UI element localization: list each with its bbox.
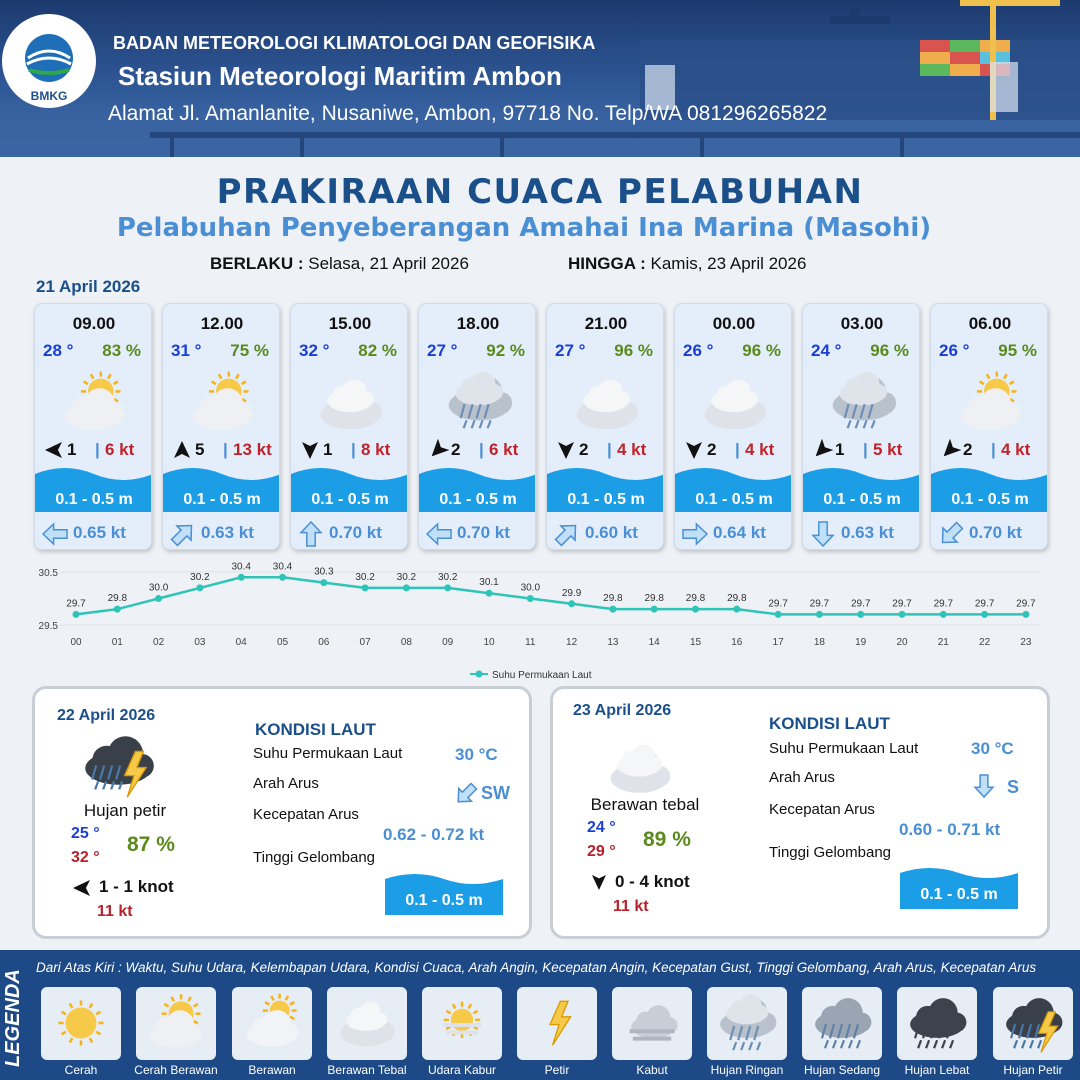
- card-time: 03.00: [840, 314, 884, 333]
- card-humidity: 75 %: [230, 341, 269, 360]
- day2-kec-value: 0.62 - 0.72 kt: [383, 825, 485, 844]
- sst-chart: [0, 558, 1080, 688]
- legend-side-label: LEGENDA: [2, 969, 24, 1067]
- day3-sst-label: Suhu Permukaan Laut: [769, 740, 919, 757]
- sst-data-label: 29.8: [603, 593, 623, 605]
- x-tick-label: 20: [896, 637, 908, 648]
- hujan-sedang-icon: [802, 987, 882, 1060]
- card-wind-speed: 5: [195, 440, 205, 459]
- station-name: Stasiun Meteorologi Maritim Ambon: [118, 61, 562, 91]
- x-tick-label: 13: [607, 637, 619, 648]
- sst-point: [114, 606, 121, 613]
- card-gust: 4 kt: [1001, 440, 1031, 459]
- valid-from-value: Selasa, 21 April 2026: [308, 254, 469, 273]
- sst-point: [444, 584, 451, 591]
- sst-point: [568, 600, 575, 607]
- card-separator: |: [351, 440, 356, 459]
- legend-marker: [476, 671, 483, 678]
- bmkg-logo: [2, 14, 96, 108]
- hujan-petir-icon: [993, 987, 1073, 1060]
- sst-point: [279, 574, 286, 581]
- day3-kec-value: 0.60 - 0.71 kt: [899, 820, 1001, 839]
- forecast-card: [290, 303, 408, 550]
- current-arrow-icon: [169, 520, 197, 550]
- day2-tmin: 25 °: [71, 825, 100, 842]
- port-name: Pelabuhan Penyeberangan Amahai Ina Marina (Masohi): [116, 213, 932, 243]
- day3-date: 23 April 2026: [573, 702, 672, 719]
- valid-from: [210, 254, 469, 274]
- x-tick-label: 23: [1020, 637, 1032, 648]
- sst-data-label: 30.4: [231, 561, 251, 573]
- card-wave-height: 0.1 - 0.5 m: [695, 491, 773, 508]
- card-humidity: 96 %: [614, 341, 653, 360]
- card-time: 21.00: [584, 314, 628, 333]
- day2-kec-label: Kecepatan Arus: [253, 806, 359, 823]
- sst-point: [73, 611, 80, 618]
- sst-data-label: 29.7: [892, 598, 912, 610]
- day2-wave-value: 0.1 - 0.5 m: [405, 892, 483, 909]
- card-current-speed: 0.64 kt: [713, 523, 766, 542]
- day2-gust: 11 kt: [97, 903, 133, 920]
- sst-point: [155, 595, 162, 602]
- day2-panel: [32, 686, 532, 939]
- card-wave-height: 0.1 - 0.5 m: [311, 491, 389, 508]
- legend-description: Dari Atas Kiri : Waktu, Suhu Udara, Kelembapan Udara, Kondisi Cuaca, Arah Angin, Kecepatan Angin, Kecepatan Gust, Tinggi Gelombang, Arah Arus, Kecepatan Arus: [36, 960, 1037, 975]
- day3-kec-label: Kecepatan Arus: [769, 801, 875, 818]
- x-tick-label: 10: [483, 637, 495, 648]
- sst-data-label: 30.2: [437, 571, 458, 583]
- sst-data-label: 29.7: [66, 598, 86, 610]
- x-tick-label: 08: [400, 637, 412, 648]
- card-wave-height: 0.1 - 0.5 m: [567, 491, 645, 508]
- current-arrow-icon: [971, 773, 997, 804]
- legend-item-label: Berawan: [248, 1063, 296, 1077]
- sst-data-label: 29.7: [850, 598, 871, 610]
- legend-item-label: Hujan Lebat: [904, 1063, 970, 1077]
- x-tick-label: 14: [648, 637, 660, 648]
- card-wave-height: 0.1 - 0.5 m: [183, 491, 261, 508]
- card-humidity: 82 %: [358, 341, 397, 360]
- card-temp: 27 °: [555, 341, 586, 360]
- card-gust: 8 kt: [361, 440, 391, 459]
- day2-condition: Hujan petir: [83, 801, 167, 820]
- forecast-card: [802, 303, 920, 550]
- station-address: Alamat Jl. Amanlanite, Nusaniwe, Ambon, 97718 No. Telp/WA 081296265822: [108, 102, 828, 125]
- day2-tinggi-label: Tinggi Gelombang: [253, 849, 376, 866]
- sst-data-label: 29.8: [685, 593, 706, 605]
- sst-data-label: 29.8: [727, 593, 747, 605]
- card-wind-speed: 1: [323, 440, 333, 459]
- card-current-speed: 0.65 kt: [73, 523, 126, 542]
- sst-point: [940, 611, 947, 618]
- card-temp: 28 °: [43, 341, 74, 360]
- legend-item-label: Petir: [544, 1063, 570, 1077]
- sst-point: [857, 611, 864, 618]
- current-arrow-icon: [425, 520, 453, 550]
- current-arrow-icon: [453, 781, 479, 812]
- card-separator: |: [735, 440, 740, 459]
- day1-date: 21 April 2026: [36, 277, 141, 296]
- sst-point: [899, 611, 906, 618]
- x-tick-label: 07: [359, 637, 371, 648]
- card-separator: |: [991, 440, 996, 459]
- sst-point: [486, 590, 493, 597]
- sst-point: [362, 584, 369, 591]
- card-wave-height: 0.1 - 0.5 m: [823, 491, 901, 508]
- berawan-tebal-icon: [605, 735, 675, 798]
- day3-arah-value: S: [1007, 777, 1020, 797]
- valid-from-label: BERLAKU :: [210, 254, 304, 273]
- day3-condition: Berawan tebal: [590, 795, 700, 814]
- day3-wave-value: 0.1 - 0.5 m: [920, 886, 998, 903]
- legend-item-label: Hujan Ringan: [710, 1063, 784, 1077]
- current-arrow-icon: [297, 520, 325, 550]
- card-humidity: 96 %: [870, 341, 909, 360]
- card-humidity: 95 %: [998, 341, 1037, 360]
- day2-sst-label: Suhu Permukaan Laut: [253, 745, 403, 762]
- x-tick-label: 11: [525, 637, 536, 648]
- kabut-icon: [612, 987, 692, 1060]
- card-humidity: 92 %: [486, 341, 525, 360]
- sst-data-label: 30.2: [355, 571, 375, 583]
- berawan-tebal-icon: [315, 369, 387, 438]
- card-current-speed: 0.63 kt: [201, 523, 254, 542]
- sst-point: [403, 584, 410, 591]
- card-current-speed: 0.63 kt: [841, 523, 894, 542]
- card-current-speed: 0.70 kt: [329, 523, 382, 542]
- day3-tmax: 29 °: [587, 843, 616, 860]
- card-separator: |: [95, 440, 100, 459]
- sst-series-line: [76, 577, 1026, 614]
- x-tick-label: 00: [70, 637, 82, 648]
- card-wind-speed: 2: [579, 440, 589, 459]
- card-time: 00.00: [712, 314, 756, 333]
- udara-kabur-icon: [422, 987, 502, 1060]
- sst-point: [692, 606, 699, 613]
- sst-data-label: 30.3: [314, 566, 334, 578]
- card-wave-height: 0.1 - 0.5 m: [439, 491, 517, 508]
- current-arrow-icon: [41, 520, 69, 550]
- hujan-petir-icon: [79, 729, 157, 804]
- valid-to-label: HINGGA :: [568, 254, 646, 273]
- day2-humidity: 87 %: [127, 833, 175, 856]
- x-tick-label: 17: [772, 637, 784, 648]
- x-tick-label: 02: [153, 637, 165, 648]
- card-wind-speed: 2: [451, 440, 461, 459]
- day3-panel: [550, 686, 1050, 939]
- card-temp: 32 °: [299, 341, 330, 360]
- x-tick-label: 03: [194, 637, 206, 648]
- sst-point: [320, 579, 327, 586]
- card-current-speed: 0.70 kt: [969, 523, 1022, 542]
- legend-label: Suhu Permukaan Laut: [492, 670, 592, 681]
- cerah-berawan-icon: [187, 369, 259, 438]
- card-wind-speed: 2: [963, 440, 973, 459]
- card-wind-speed: 1: [835, 440, 845, 459]
- day3-humidity: 89 %: [643, 828, 691, 851]
- card-separator: |: [607, 440, 612, 459]
- sst-data-label: 30.4: [272, 561, 293, 573]
- card-humidity: 96 %: [742, 341, 781, 360]
- card-time: 18.00: [456, 314, 500, 333]
- valid-to-value: Kamis, 23 April 2026: [650, 254, 807, 273]
- header-banner: [0, 0, 1080, 157]
- card-time: 09.00: [72, 314, 116, 333]
- card-time: 06.00: [968, 314, 1012, 333]
- cerah-berawan-icon: [136, 987, 216, 1060]
- berawan-tebal-icon: [327, 987, 407, 1060]
- card-gust: 4 kt: [617, 440, 647, 459]
- day2-arah-value: SW: [481, 783, 510, 803]
- card-time: 15.00: [328, 314, 372, 333]
- legend-item-label: Hujan Sedang: [803, 1063, 881, 1077]
- legend-item-label: Hujan Petir: [1003, 1063, 1063, 1077]
- card-current-speed: 0.60 kt: [585, 523, 638, 542]
- x-tick-label: 09: [442, 637, 454, 648]
- berawan-icon: [232, 987, 312, 1060]
- sst-data-label: 29.7: [768, 598, 788, 610]
- page-title: PRAKIRAAN CUACA PELABUHAN: [216, 172, 864, 212]
- x-tick-label: 15: [689, 637, 702, 648]
- sst-point: [609, 606, 616, 613]
- x-tick-label: 16: [731, 637, 743, 648]
- card-gust: 13 kt: [233, 440, 272, 459]
- sst-point: [527, 595, 534, 602]
- card-time: 12.00: [200, 314, 244, 333]
- y-tick-label: 29.5: [38, 621, 58, 632]
- cerah-berawan-icon: [59, 369, 131, 438]
- card-gust: 6 kt: [105, 440, 135, 459]
- current-arrow-icon: [809, 520, 837, 550]
- legend-item-label: Cerah Berawan: [134, 1063, 218, 1077]
- cerah-icon: [41, 987, 121, 1060]
- card-wind-speed: 2: [707, 440, 717, 459]
- card-temp: 26 °: [939, 341, 970, 360]
- sst-data-label: 29.8: [107, 593, 128, 605]
- day3-tinggi-label: Tinggi Gelombang: [769, 844, 892, 861]
- hujan-ringan-icon: [707, 987, 787, 1060]
- sst-data-label: 29.7: [974, 598, 995, 610]
- forecast-card: [546, 303, 664, 550]
- day3-arah-label: Arah Arus: [769, 769, 835, 786]
- petir-icon: [517, 987, 597, 1060]
- x-tick-label: 05: [276, 637, 289, 648]
- card-temp: 26 °: [683, 341, 714, 360]
- x-tick-label: 04: [235, 637, 247, 648]
- sst-point: [196, 584, 203, 591]
- logo-text: BMKG: [30, 89, 68, 103]
- card-wave-height: 0.1 - 0.5 m: [951, 491, 1029, 508]
- day3-sst-value: 30 °C: [971, 739, 1014, 758]
- sst-data-label: 30.1: [479, 577, 499, 589]
- day2-arah-label: Arah Arus: [253, 775, 319, 792]
- hujan-ringan-icon: [827, 369, 899, 438]
- x-tick-label: 21: [937, 637, 949, 648]
- y-tick-label: 30.5: [38, 568, 58, 579]
- card-separator: |: [479, 440, 484, 459]
- card-separator: |: [863, 440, 868, 459]
- card-wave-height: 0.1 - 0.5 m: [55, 491, 133, 508]
- x-tick-label: 06: [318, 637, 330, 648]
- berawan-tebal-icon: [699, 369, 771, 438]
- wind-arrow-icon: [589, 872, 609, 897]
- card-humidity: 83 %: [102, 341, 141, 360]
- day2-date: 22 April 2026: [57, 707, 156, 724]
- forecast-card: [674, 303, 792, 550]
- day3-kondisi-laut: KONDISI LAUT: [769, 714, 890, 733]
- cerah-berawan-icon: [955, 369, 1027, 438]
- legend-item-label: Udara Kabur: [427, 1063, 497, 1077]
- agency-name: BADAN METEOROLOGI KLIMATOLOGI DAN GEOFISIKA: [113, 33, 596, 53]
- sst-point: [981, 611, 988, 618]
- current-arrow-icon: [937, 520, 965, 550]
- legend-item-label: Kabut: [636, 1063, 668, 1077]
- forecast-card: [162, 303, 280, 550]
- sst-point: [775, 611, 782, 618]
- legend-item-label: Berawan Tebal: [327, 1063, 407, 1077]
- sst-point: [651, 606, 658, 613]
- valid-to: [568, 254, 806, 274]
- day2-tmax: 32 °: [71, 849, 100, 866]
- forecast-card: [930, 303, 1048, 550]
- day2-kondisi-laut: KONDISI LAUT: [255, 720, 376, 739]
- card-temp: 31 °: [171, 341, 202, 360]
- x-tick-label: 01: [111, 637, 123, 648]
- day3-wind: 0 - 4 knot: [615, 872, 690, 891]
- x-tick-label: 19: [855, 637, 867, 648]
- sst-data-label: 29.7: [809, 598, 830, 610]
- card-separator: |: [223, 440, 228, 459]
- wind-arrow-icon: [71, 877, 93, 904]
- forecast-card: [34, 303, 152, 550]
- sst-data-label: 29.8: [644, 593, 664, 605]
- x-tick-label: 12: [566, 637, 578, 648]
- card-wind-speed: 1: [67, 440, 77, 459]
- sst-data-label: 29.7: [933, 598, 954, 610]
- card-gust: 6 kt: [489, 440, 519, 459]
- sst-point: [238, 574, 245, 581]
- day3-gust: 11 kt: [613, 898, 649, 915]
- sst-data-label: 30.2: [396, 571, 417, 583]
- sst-data-label: 30.0: [520, 582, 541, 594]
- current-arrow-icon: [681, 520, 709, 550]
- sst-data-label: 30.0: [148, 582, 169, 594]
- card-temp: 24 °: [811, 341, 842, 360]
- card-gust: 4 kt: [745, 440, 775, 459]
- x-tick-label: 18: [813, 637, 825, 648]
- card-gust: 5 kt: [873, 440, 903, 459]
- sst-point: [1022, 611, 1029, 618]
- x-tick-label: 22: [979, 637, 991, 648]
- sst-point: [816, 611, 823, 618]
- legend-item-label: Cerah: [64, 1063, 98, 1077]
- sst-data-label: 29.7: [1016, 598, 1036, 610]
- day2-sst-value: 30 °C: [455, 745, 498, 764]
- forecast-card: [418, 303, 536, 550]
- card-current-speed: 0.70 kt: [457, 523, 510, 542]
- day3-tmin: 24 °: [587, 819, 616, 836]
- hujan-lebat-icon: [897, 987, 977, 1060]
- berawan-tebal-icon: [571, 369, 643, 438]
- current-arrow-icon: [553, 520, 581, 550]
- hujan-ringan-icon: [443, 369, 515, 438]
- day2-wind: 1 - 1 knot: [99, 877, 174, 896]
- sst-data-label: 30.2: [190, 571, 210, 583]
- sst-data-label: 29.9: [561, 587, 582, 599]
- card-temp: 27 °: [427, 341, 458, 360]
- sst-point: [733, 606, 740, 613]
